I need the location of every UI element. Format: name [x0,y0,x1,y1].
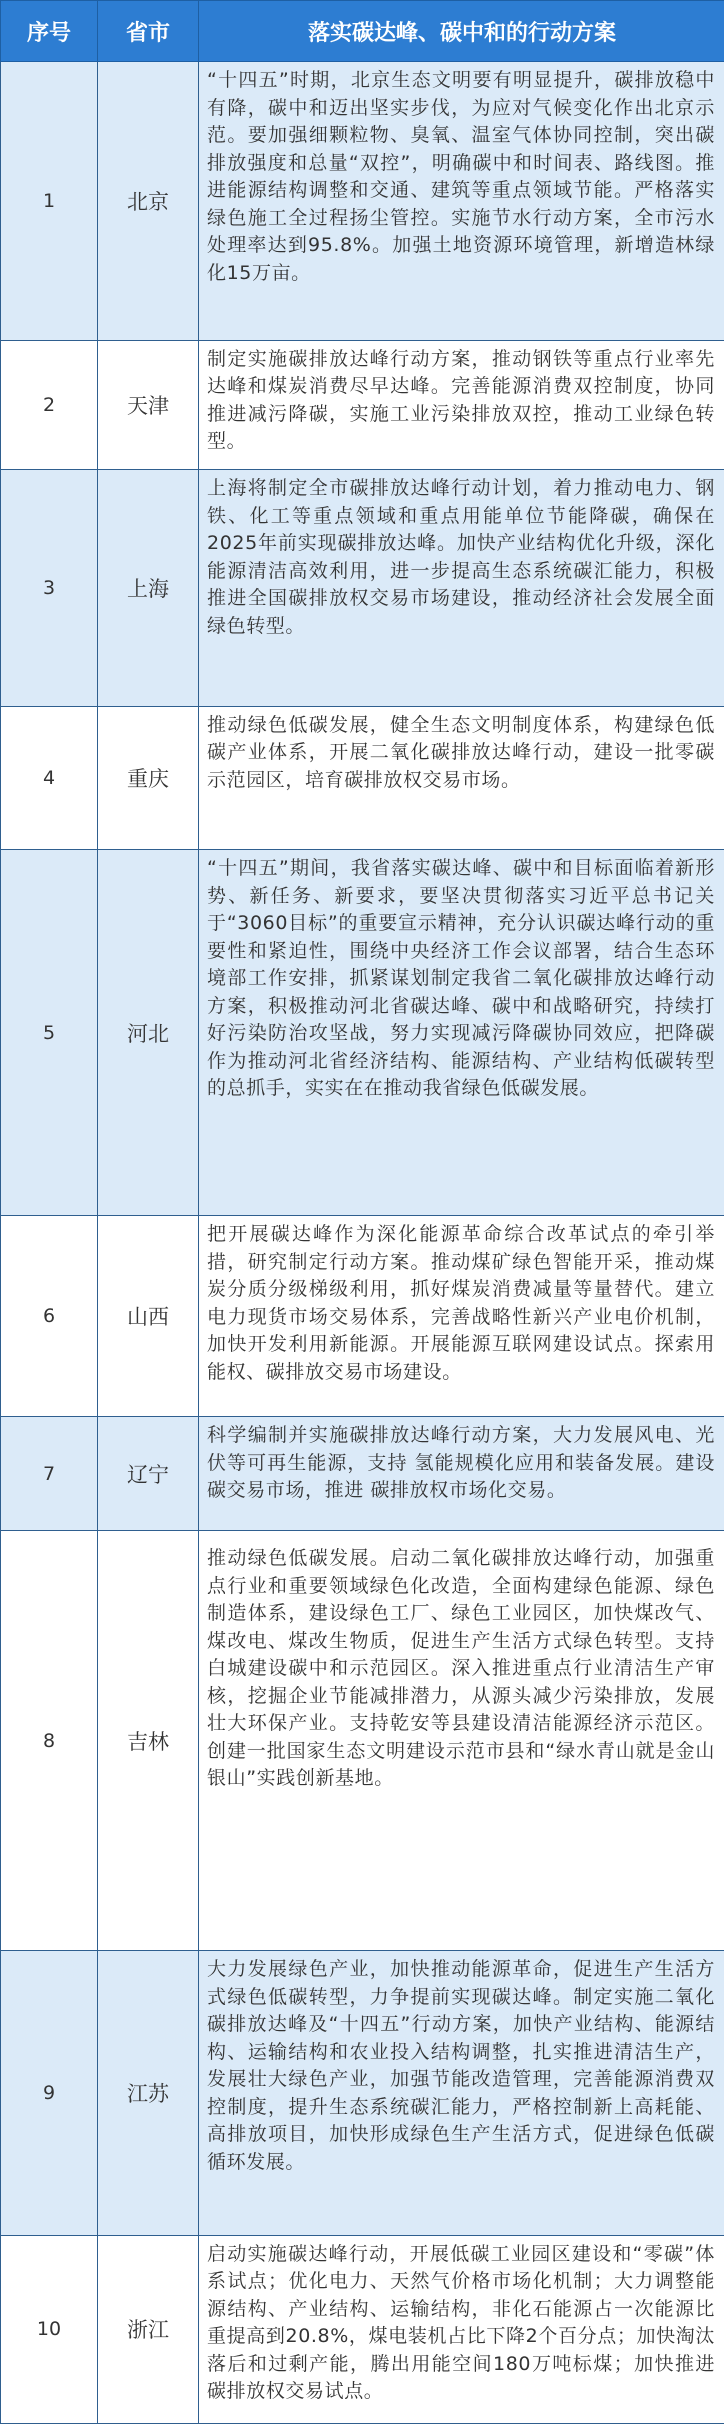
row-province: 江苏 [98,1951,199,2235]
row-province: 吉林 [98,1531,199,1951]
row-index: 5 [1,850,98,1216]
table-row [1,706,724,849]
row-plan-text: 启动实施碳达峰行动，开展低碳工业园区建设和“零碳”体系试点；优化电力、天然气价格市场化机制；大力调整能源结构、产业结构、运输结构，非化石能源占一次能源比重提高到20.8%，煤电装机占比下降2个百分点；加快淘汰落后和过剩产能，腾出用能空间180万吨标煤；加快推进碳排放权交易试点。 [207,2242,715,2403]
table-row [1,1531,724,1951]
row-plan-text: 推动绿色低碳发展。启动二氧化碳排放达峰行动，加强重点行业和重要领域绿色化改造，全面构建绿色能源、绿色制造体系，建设绿色工厂、绿色工业园区，加快煤改气、煤改电、煤改生物质，促进生产生活方式绿色转型。支持白城建设碳中和示范园区。深入推进重点行业清洁生产审核，挖掘企业节能减排潜力，从源头减少污染排放，发展壮大环保产业。支持乾安等县建设清洁能源经济示范区。创建一批国家生态文明建设示范市县和“绿水青山就是金山银山”实践创新基地。 [207,1547,715,1790]
row-plan-cell [199,1216,724,1417]
row-plan-cell [199,1417,724,1531]
row-plan-cell [199,706,724,849]
row-index: 7 [1,1417,98,1531]
table-row [1,340,724,469]
row-province: 山西 [98,1216,199,1417]
row-index: 2 [1,340,98,469]
header-row [1,1,724,62]
row-index: 1 [1,62,98,341]
row-index: 9 [1,1951,98,2235]
header-plan: 落实碳达峰、碳中和的行动方案 [199,1,724,62]
row-plan-cell [199,1531,724,1951]
row-plan-cell [199,1951,724,2235]
row-province: 河北 [98,850,199,1216]
row-plan-cell [199,470,724,707]
row-index: 10 [1,2235,98,2423]
row-index: 3 [1,470,98,707]
row-plan-text: “十四五”期间，我省落实碳达峰、碳中和目标面临着新形势、新任务、新要求，要坚决贯彻落实习近平总书记关于“3060目标”的重要宣示精神，充分认识碳达峰行动的重要性和紧迫性，围绕中央经济工作会议部署，结合生态环境部工作安排，抓紧谋划制定我省二氧化碳排放达峰行动方案，积极推动河北省碳达峰、碳中和战略研究，持续打好污染防治攻坚战，努力实现减污降碳协同效应，把降碳作为推动河北省经济结构、能源结构、产业结构低碳转型的总抓手，实实在在推动我省绿色低碳发展。 [207,857,715,1100]
table-row [1,1951,724,2235]
row-plan-text: 制定实施碳排放达峰行动方案，推动钢铁等重点行业率先达峰和煤炭消费尽早达峰。完善能源消费双控制度，协同推进减污降碳，实施工业污染排放双控，推动工业绿色转型。 [207,347,715,453]
table-row [1,2235,724,2423]
row-index: 8 [1,1531,98,1951]
table-row [1,470,724,707]
table-row [1,1216,724,1417]
row-plan-text: 上海将制定全市碳排放达峰行动计划，着力推动电力、钢铁、化工等重点领域和重点用能单位节能降碳，确保在2025年前实现碳排放达峰。加快产业结构优化升级，深化能源清洁高效利用，进一步提高生态系统碳汇能力，积极推进全国碳排放权交易市场建设，推动经济社会发展全面绿色转型。 [207,477,715,637]
table-body [1,62,724,2424]
row-province: 重庆 [98,706,199,849]
table-row [1,62,724,341]
row-province: 天津 [98,340,199,469]
header-index: 序号 [1,1,98,62]
row-plan-text: 把开展碳达峰作为深化能源革命综合改革试点的牵引举措，研究制定行动方案。推动煤矿绿色智能开采，推动煤炭分质分级梯级利用，抓好煤炭消费减量等量替代。建立电力现货市场交易体系，完善战略性新兴产业电价机制，加快开发利用新能源。开展能源互联网建设试点。探索用能权、碳排放交易市场建设。 [207,1223,715,1383]
row-province: 浙江 [98,2235,199,2423]
row-plan-text: 科学编制并实施碳排放达峰行动方案，大力发展风电、光伏等可再生能源，支持 氢能规模化应用和装备发展。建设碳交易市场，推进 碳排放权市场化交易。 [207,1424,715,1502]
row-plan-text: “十四五”时期，北京生态文明要有明显提升，碳排放稳中有降，碳中和迈出坚实步伐，为应对气候变化作出北京示范。要加强细颗粒物、臭氧、温室气体协同控制，突出碳排放强度和总量“双控”，明确碳中和时间表、路线图。推进能源结构调整和交通、建筑等重点领域节能。严格落实绿色施工全过程扬尘管控。实施节水行动方案，全市污水处理率达到95.8%。加强土地资源环境管理，新增造林绿化15万亩。 [207,69,715,284]
header-province: 省市 [98,1,199,62]
row-plan-cell [199,340,724,469]
row-plan-cell [199,850,724,1216]
row-plan-text: 大力发展绿色产业，加快推动能源革命，促进生产生活方式绿色低碳转型，力争提前实现碳达峰。制定实施二氧化碳排放达峰及“十四五”行动方案，加快产业结构、能源结构、运输结构和农业投入结构调整，扎实推进清洁生产，发展壮大绿色产业，加强节能改造管理，完善能源消费双控制度，提升生态系统碳汇能力，严格控制新上高耗能、高排放项目，加快形成绿色生产生活方式，促进绿色低碳循环发展。 [207,1958,715,2173]
table-row [1,1417,724,1531]
row-province: 北京 [98,62,199,341]
row-plan-cell [199,62,724,341]
row-province: 上海 [98,470,199,707]
table-row [1,850,724,1216]
table-header [1,1,724,62]
row-province: 辽宁 [98,1417,199,1531]
row-plan-cell [199,2235,724,2423]
row-plan-text: 推动绿色低碳发展，健全生态文明制度体系，构建绿色低碳产业体系，开展二氧化碳排放达峰行动，建设一批零碳示范园区，培育碳排放权交易市场。 [207,713,715,791]
row-index: 4 [1,706,98,849]
row-index: 6 [1,1216,98,1417]
